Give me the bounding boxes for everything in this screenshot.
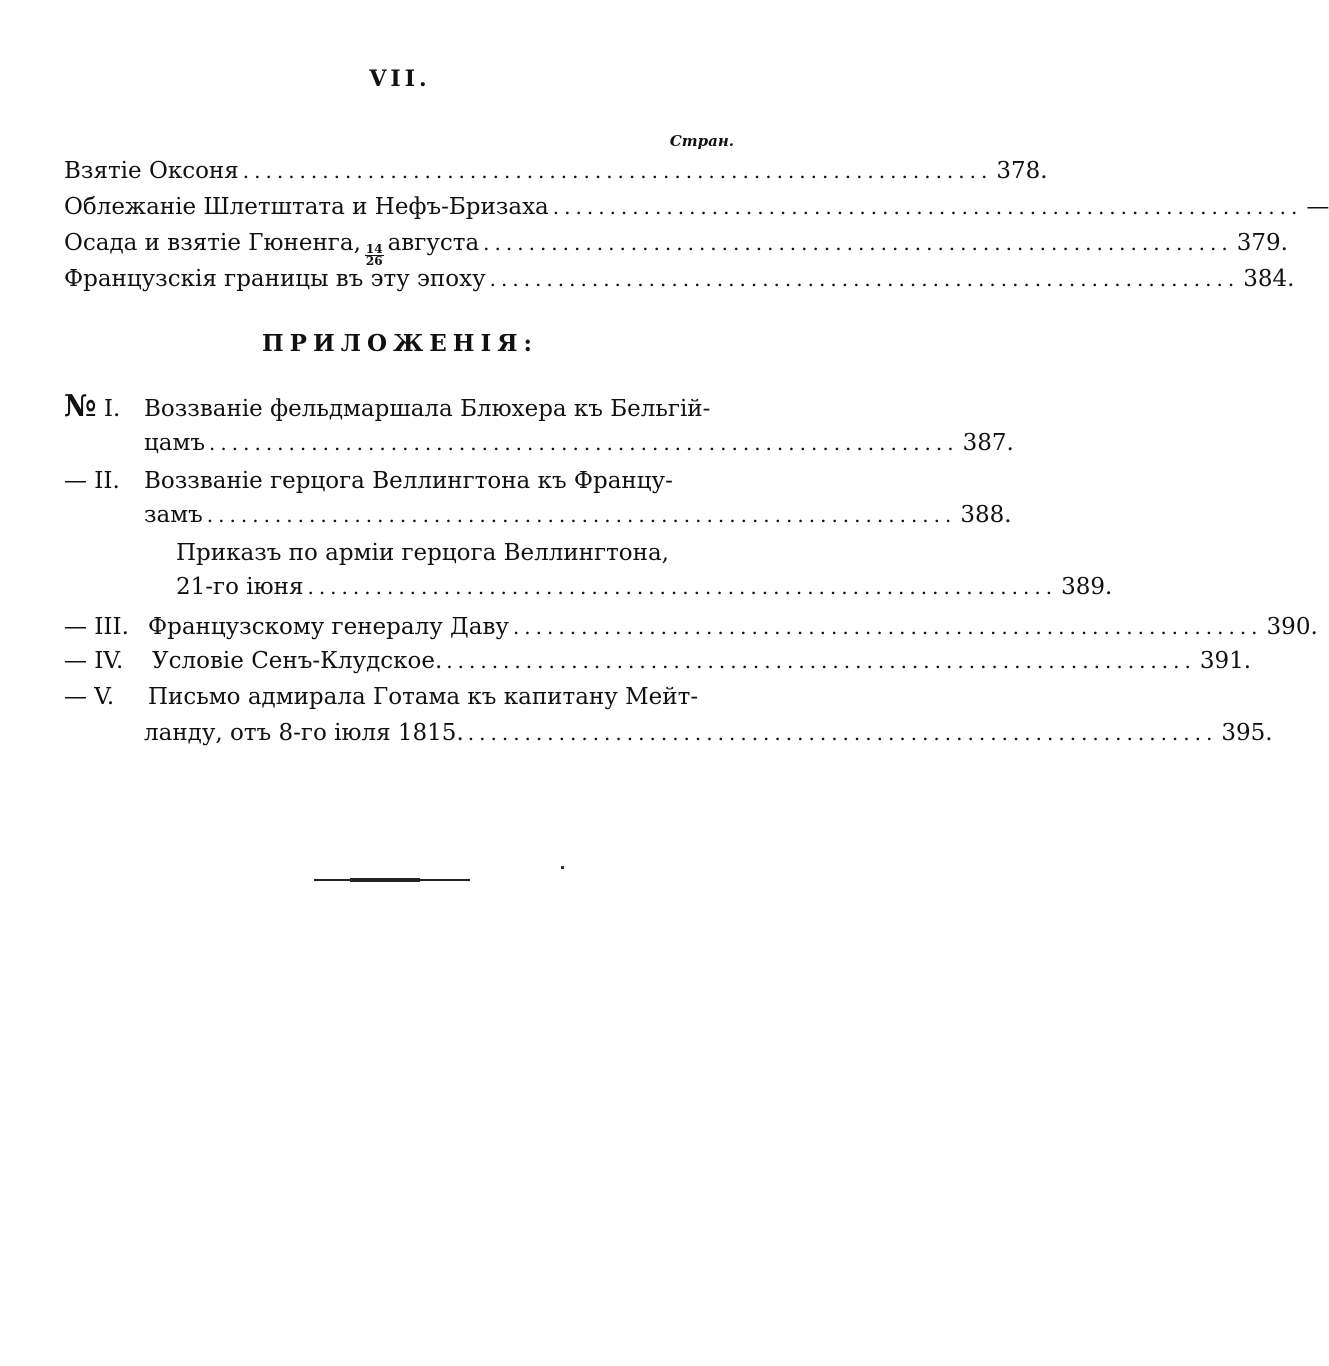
toc-entry	[64, 228, 1288, 268]
toc-entry-page: —	[1306, 194, 1329, 220]
leader-dots: ..................................................................	[446, 649, 1196, 673]
toc-entry	[64, 156, 1048, 186]
toc-entry-title: Взятіе Оксоня	[64, 158, 239, 184]
appendix-entry-continuation	[144, 718, 1273, 748]
appendix-entry-continuation	[144, 428, 1014, 458]
appendix-entry-continuation	[144, 500, 1012, 530]
appendix-number: — IV.	[64, 648, 124, 674]
appendix-number: — II.	[64, 468, 120, 494]
appendix-number	[64, 389, 121, 424]
fraction-denominator: 26	[365, 254, 383, 268]
toc-entry-page: 379.	[1236, 230, 1288, 256]
appendix-title-line: Воззваніе фельдмаршала Блюхера къ Бельгій-	[144, 396, 711, 422]
appendix-title-line: замъ	[144, 502, 203, 528]
number-sign: №	[64, 389, 97, 424]
appendix-entry	[152, 646, 1252, 676]
leader-dots: ..................................................................	[209, 431, 959, 455]
page-number: VII.	[369, 66, 431, 92]
appendix-page: 391.	[1199, 648, 1252, 674]
appendix-title-line: Условіе Сенъ-Клудское.	[152, 648, 443, 674]
appendix-title-line: Воззваніе герцога Веллингтона къ Францу-	[144, 468, 673, 494]
leader-dots: ..................................................................	[489, 267, 1240, 291]
toc-entry-page: 384.	[1243, 266, 1295, 292]
print-speck	[561, 866, 564, 869]
appendix-number: — III.	[64, 614, 129, 640]
appendix-page: 389.	[1061, 574, 1113, 600]
appendix-page: 390.	[1266, 614, 1318, 640]
toc-entry-page: 378.	[996, 158, 1048, 184]
column-header-pages: Стран.	[669, 132, 734, 150]
leader-dots: ..................................................................	[206, 503, 957, 527]
appendix-page: 387.	[962, 430, 1014, 456]
leader-dots: ..................................................................	[483, 231, 1233, 255]
leader-dots: ..................................................................	[307, 575, 1058, 599]
toc-entry	[64, 192, 1329, 222]
leader-dots: ..................................................................	[512, 615, 1263, 639]
toc-entry-title-part: Осада и взятіе Гюненга,	[64, 230, 361, 256]
appendix-title-line: цамъ	[144, 430, 206, 456]
appendix-title-line: Приказъ по арміи герцога Веллингтона,	[176, 540, 669, 566]
leader-dots: ..................................................................	[467, 721, 1218, 745]
appendix-page: 395.	[1221, 720, 1273, 746]
toc-entry-title	[64, 228, 479, 267]
appendix-page: 388.	[960, 502, 1012, 528]
toc-entry-title: Облежаніе Шлетштата и Нефъ-Бризаха	[64, 194, 549, 220]
appendix-title-line: Французскому генералу Даву	[148, 614, 509, 640]
appendix-heading: ПРИЛОЖЕНІЯ:	[261, 330, 539, 357]
toc-entry-title-part: августа	[387, 230, 480, 256]
appendix-entry-continuation	[176, 572, 1113, 602]
appendix-number: — V.	[64, 684, 115, 710]
leader-dots: ..................................................................	[242, 159, 993, 183]
appendix-title-line: ланду, отъ 8-го іюля 1815.	[144, 720, 464, 746]
appendix-title-line: Письмо адмирала Готама къ капитану Мейт-	[148, 684, 699, 710]
toc-entry	[64, 264, 1295, 294]
toc-entry-title: Французскія границы въ эту эпоху	[64, 266, 486, 292]
decorative-rule-center	[350, 878, 420, 882]
appendix-entry	[148, 612, 1318, 642]
appendix-numeral: I.	[103, 396, 121, 422]
appendix-title-line: 21-го іюня	[176, 574, 304, 600]
leader-dots: ..................................................................	[552, 195, 1303, 219]
fraction-numerator: 14	[365, 242, 383, 256]
